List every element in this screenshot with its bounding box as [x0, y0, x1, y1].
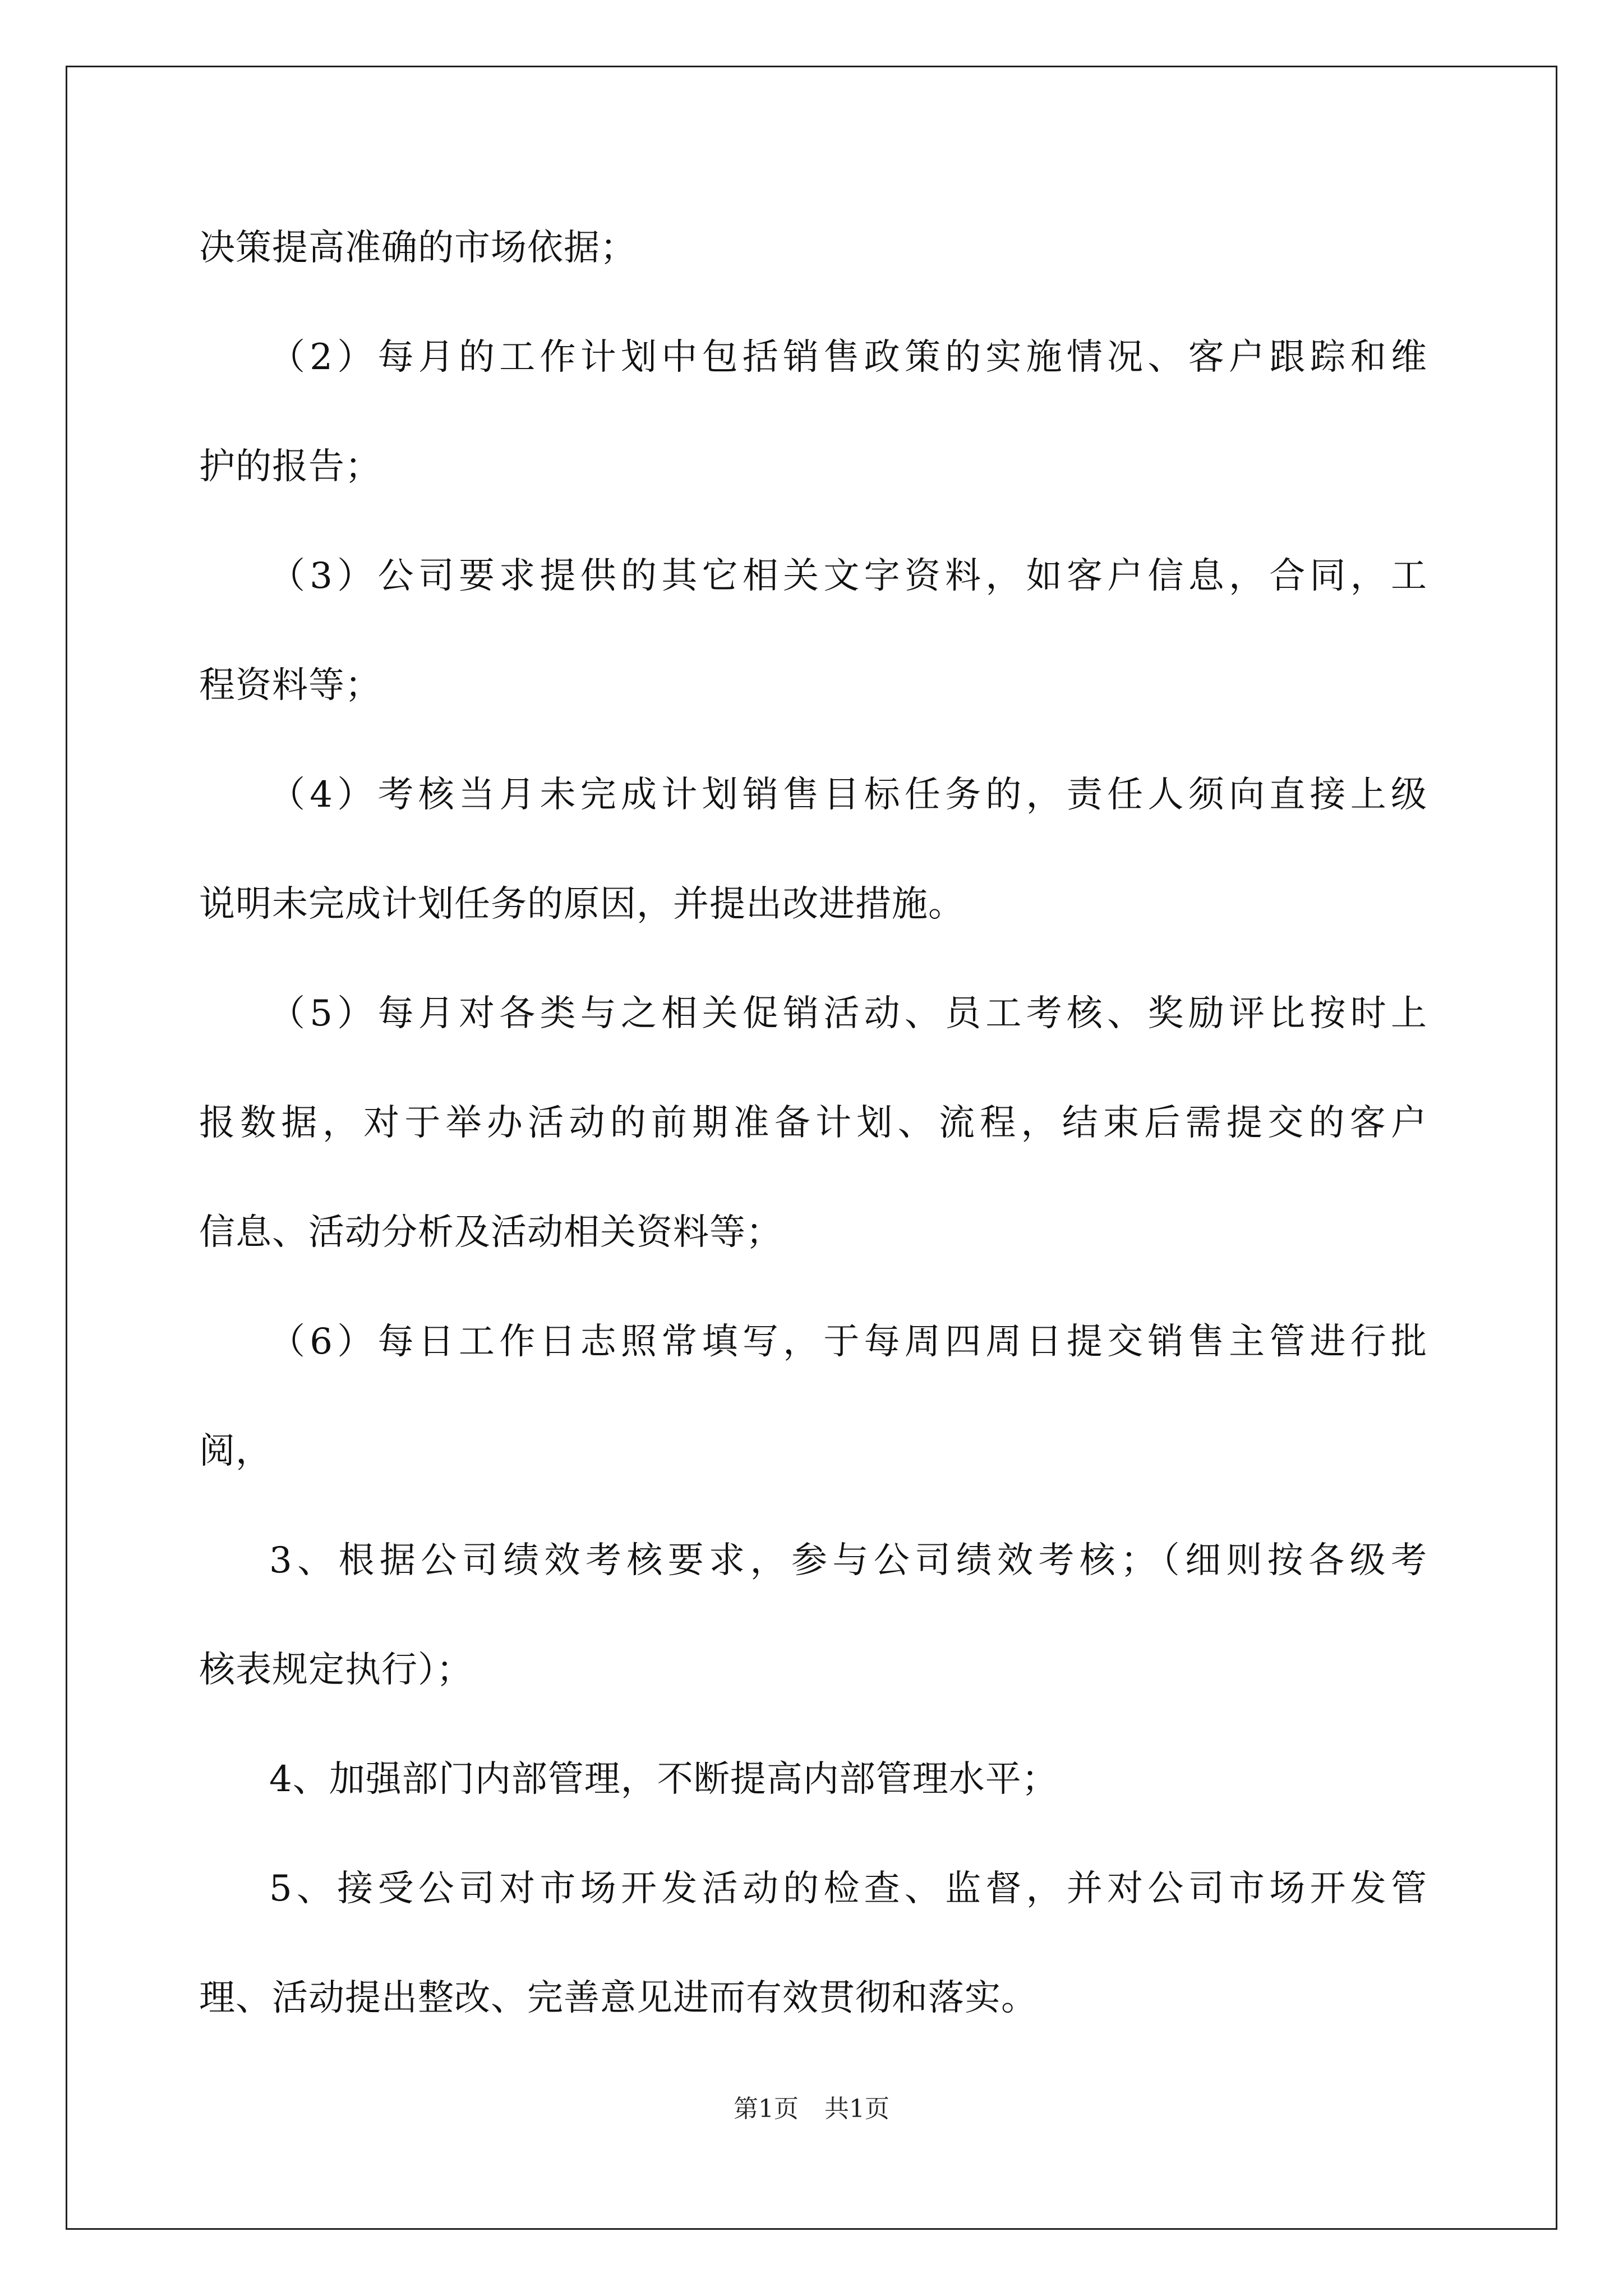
text-line: 决策提高准确的市场依据；	[199, 227, 637, 269]
text-line: 护的报告；	[199, 446, 381, 487]
text-line: 理、活动提出整改、完善意见进而有效贯彻和落实。	[199, 1977, 1038, 2019]
text-line: 信息、活动分析及活动相关资料等；	[199, 1212, 782, 1253]
text-line: （3）公司要求提供的其它相关文字资料，如客户信息，合同，工	[269, 555, 1427, 597]
text-line: （6）每日工作日志照常填写，于每周四周日提交销售主管进行批	[269, 1321, 1427, 1363]
text-line: 5、接受公司对市场开发活动的检查、监督，并对公司市场开发管	[269, 1868, 1427, 1910]
text-line: （4）考核当月未完成计划销售目标任务的，责任人须向直接上级	[269, 774, 1427, 816]
text-line: 阅，	[199, 1430, 272, 1472]
text-line: 说明未完成计划任务的原因，并提出改进措施。	[199, 884, 965, 925]
text-line: （2）每月的工作计划中包括销售政策的实施情况、客户跟踪和维	[269, 337, 1427, 378]
text-line: 程资料等；	[199, 665, 381, 706]
text-line: 核表规定执行）；	[199, 1649, 473, 1691]
text-line: （5）每月对各类与之相关促销活动、员工考核、奖励评比按时上	[269, 993, 1427, 1034]
page-footer	[0, 2093, 1623, 2125]
page-number: 第1页	[734, 2095, 799, 2123]
text-line: 报数据，对于举办活动的前期准备计划、流程，结束后需提交的客户	[199, 1102, 1427, 1144]
text-line: 4、加强部门内部管理，不断提高内部管理水平；	[269, 1759, 1058, 1800]
text-line: 3、根据公司绩效考核要求，参与公司绩效考核；（细则按各级考	[269, 1540, 1427, 1581]
page-total: 共1页	[824, 2095, 889, 2123]
